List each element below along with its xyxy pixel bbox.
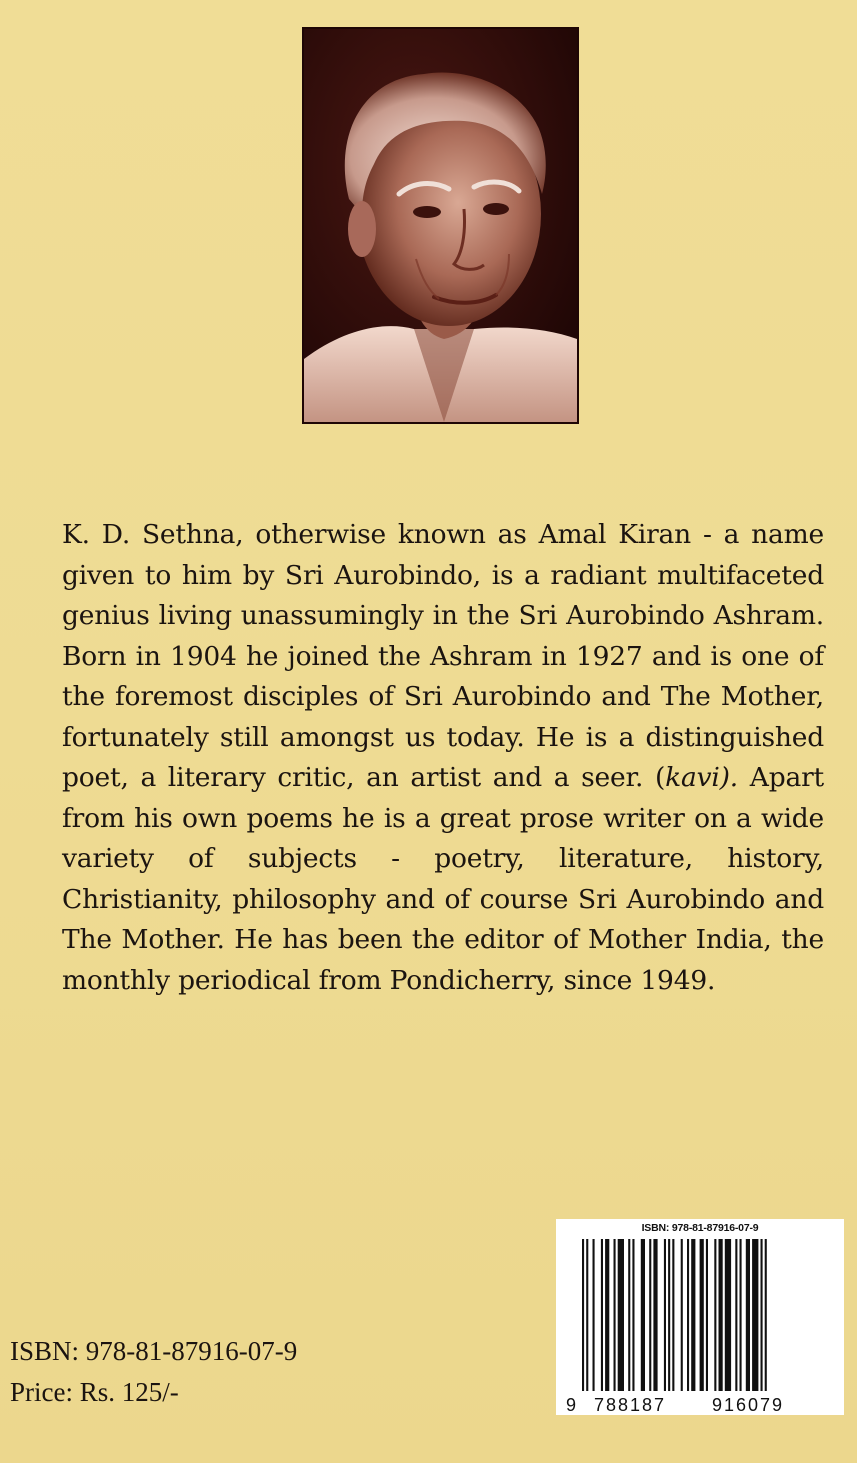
author-photo xyxy=(302,27,579,424)
barcode-icon xyxy=(556,1219,844,1415)
author-portrait-icon xyxy=(304,29,577,422)
biography-text: K. D. Sethna, otherwise known as Amal Kiran - a name given to him by Sri Aurobindo, is a radiant multifaceted genius living unassumingly in the Sri Aurobindo Ashram. Born in 1904 he joined the Ashram in 1927 and is one of the foremost disciples of Sri Aurobindo and The Mother, fortunately still amongst us today. He is a distinguished poet, a literary critic, an artist and a seer. ( xyxy=(62,519,824,793)
biography-text-continued: Apart from his own poems he is a great prose writer on a wide variety of subjects - poetry, literature, history, Christianity, philosophy and of course Sri Aurobindo and The Mother. He has been the editor of Mother India, the monthly periodical from Pondicherry, since 1949. xyxy=(62,762,824,996)
author-biography xyxy=(62,515,824,1001)
isbn-number: ISBN: 978-81-87916-07-9 xyxy=(10,1336,298,1366)
barcode-digits-right: 916079 xyxy=(711,1395,785,1415)
barcode-lead-digit: 9 xyxy=(566,1395,577,1415)
barcode-digits-left: 788187 xyxy=(593,1395,667,1415)
barcode-isbn-text: ISBN: 978-81-87916-07-9 xyxy=(641,1222,759,1234)
biography-italic-term: kavi). xyxy=(665,762,739,793)
barcode-label xyxy=(556,1219,844,1415)
price: Price: Rs. 125/- xyxy=(10,1377,179,1407)
